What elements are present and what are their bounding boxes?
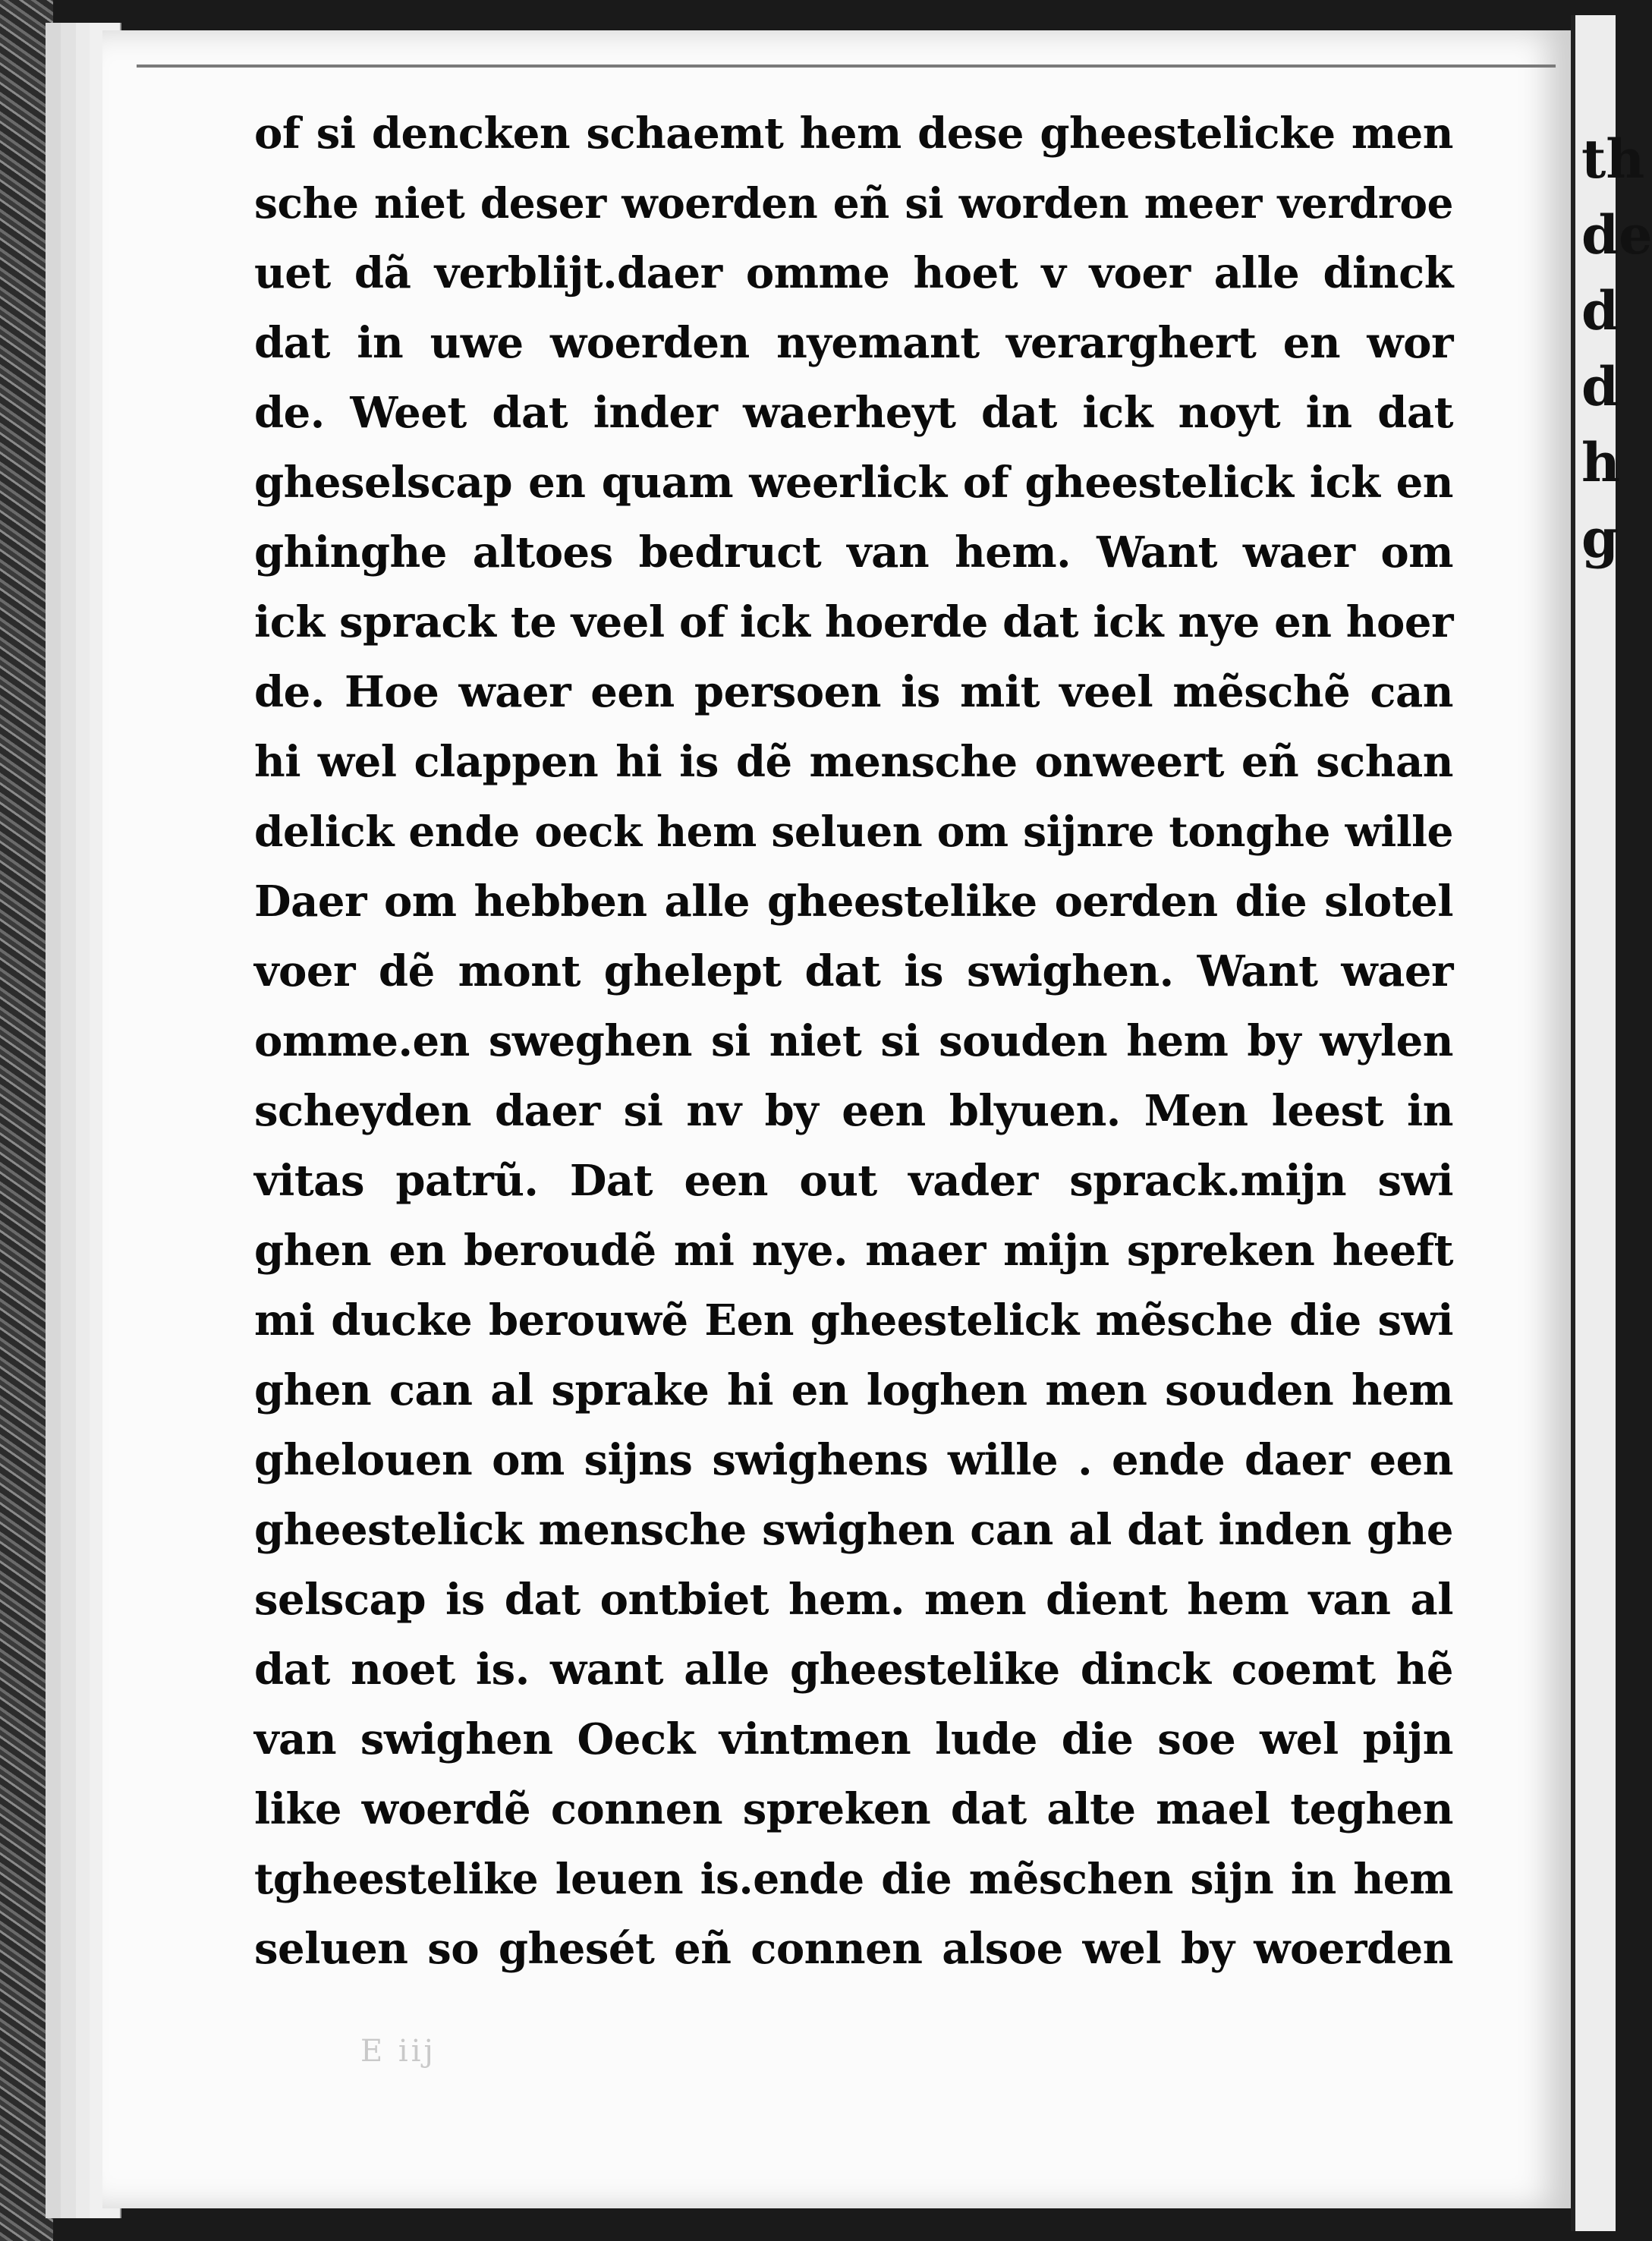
text-line: of si dencken schaemt hem dese gheestelicke men [254, 109, 1453, 159]
text-line: ghelouen om sijns swighens wille . ende daer een [254, 1435, 1453, 1485]
text-line: vitas patrũ. Dat een out vader sprack.mijn swi [254, 1156, 1453, 1206]
text-line: seluen so ghesét eñ connen alsoe wel by woerden [254, 1924, 1453, 1974]
signature-mark: E iij [360, 2034, 436, 2069]
text-block [254, 99, 1453, 1984]
text-line: selscap is dat ontbiet hem. men dient hem van al [254, 1575, 1453, 1625]
next-page-fragments: th de d d h g [1581, 127, 1652, 570]
text-line: de. Weet dat inder waerheyt dat ick noyt in dat [254, 388, 1453, 438]
text-line: ick sprack te veel of ick hoerde dat ick nye en hoer [254, 597, 1453, 647]
text-line: sche niet deser woerden eñ si worden meer verdroe [254, 178, 1453, 228]
text-line: dat in uwe woerden nyemant verarghert en wor [254, 318, 1453, 368]
text-line: van swighen Oeck vintmen lude die soe wel pijn [254, 1714, 1453, 1764]
text-line: omme.en sweghen si niet si souden hem by wylen [254, 1016, 1453, 1066]
text-line: delick ende oeck hem seluen om sijnre tonghe wille [254, 807, 1453, 856]
text-line: gheselscap en quam weerlick of gheestelick ick en [254, 458, 1453, 508]
text-line: mi ducke berouwẽ Een gheestelick mẽsche die swi [254, 1295, 1453, 1346]
text-line: Daer om hebben alle gheestelike oerden die slotel [254, 877, 1453, 927]
text-line: ghen en beroudẽ mi nye. maer mijn spreken heeft [254, 1226, 1453, 1276]
next-page-sliver [1571, 15, 1652, 2231]
text-line: uet dã verblijt.daer omme hoet v voer alle dinck [254, 248, 1453, 298]
text-line: tgheestelike leuen is.ende die mẽschen sijn in hem [254, 1854, 1453, 1903]
text-line: hi wel clappen hi is dẽ mensche onweert eñ schan [254, 737, 1453, 787]
text-line: scheyden daer si nv by een blyuen. Men leest in [254, 1086, 1453, 1136]
text-line: like woerdẽ connen spreken dat alte mael teghen [254, 1784, 1453, 1834]
text-line: ghen can al sprake hi en loghen men souden hem [254, 1365, 1453, 1415]
text-line: dat noet is. want alle gheestelike dinck coemt hẽ [254, 1645, 1453, 1695]
text-line: de. Hoe waer een persoen is mit veel mẽschẽ can [254, 667, 1453, 717]
text-line: ghinghe altoes bedruct van hem. Want waer om [254, 527, 1453, 578]
text-line: gheestelick mensche swighen can al dat inden ghe [254, 1505, 1453, 1555]
text-line: voer dẽ mont ghelept dat is swighen. Want waer [254, 946, 1453, 996]
